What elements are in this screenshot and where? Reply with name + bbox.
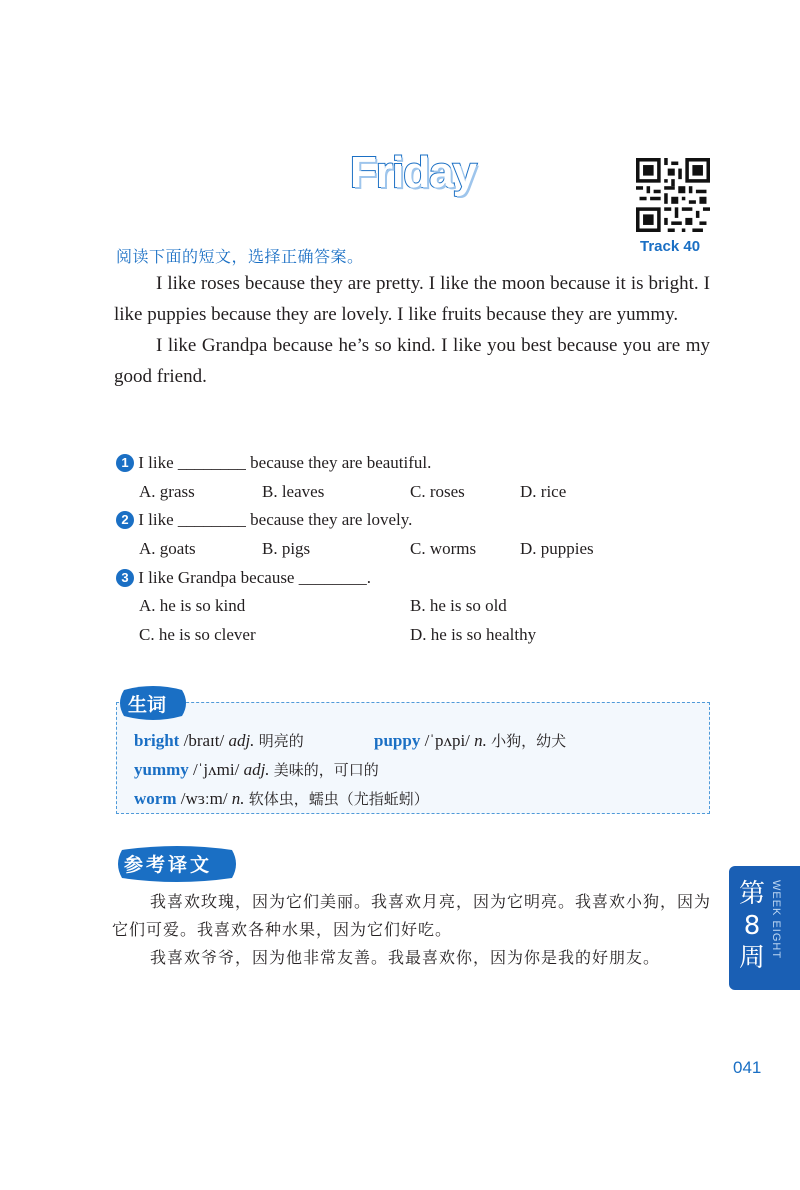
vocab-meaning: 小狗，幼犬 bbox=[491, 732, 567, 750]
question-text: I like ________ because they are lovely. bbox=[138, 510, 413, 529]
translation-paragraph: 我喜欢爷爷，因为他非常友善。我最喜欢你，因为你是我的好朋友。 bbox=[150, 948, 661, 967]
option-d[interactable]: D. he is so healthy bbox=[410, 625, 537, 644]
vocab-word: puppy bbox=[374, 731, 421, 750]
page-number: 041 bbox=[733, 1058, 762, 1077]
option-a[interactable]: A. he is so kind bbox=[139, 596, 246, 615]
track-label: Track 40 bbox=[640, 238, 701, 255]
option-b[interactable]: B. pigs bbox=[262, 539, 311, 558]
option-b[interactable]: B. leaves bbox=[262, 482, 325, 501]
vocab-pos: adj. bbox=[243, 760, 270, 779]
vocab-entry bbox=[374, 730, 566, 751]
week-label-en: WEEK EIGHT bbox=[770, 880, 782, 960]
vocab-phonetic: /ˈjʌmi/ bbox=[193, 760, 240, 779]
option-b[interactable]: B. he is so old bbox=[410, 596, 507, 615]
translation-paragraph: 我喜欢玫瑰，因为它们美丽。我喜欢月亮，因为它明亮。我喜欢小狗，因为它们可爱。我喜欢各种水果，因为它们好吃。 bbox=[112, 892, 712, 939]
vocab-pos: n. bbox=[474, 731, 487, 750]
option-a[interactable]: A. grass bbox=[139, 482, 195, 501]
vocab-entry bbox=[134, 788, 429, 809]
question-number-badge: 3 bbox=[116, 569, 134, 587]
question-number-badge: 1 bbox=[116, 454, 134, 472]
question-number-badge: 2 bbox=[116, 511, 134, 529]
vocab-word: worm bbox=[134, 789, 177, 808]
vocab-meaning: 软体虫，蠕虫（尤指蚯蚓） bbox=[248, 790, 429, 808]
question-text: I like Grandpa because ________. bbox=[138, 568, 371, 587]
vocab-word: bright bbox=[134, 731, 180, 750]
instruction: 阅读下面的短文，选择正确答案。 bbox=[116, 247, 364, 266]
vocab-entry bbox=[134, 730, 304, 751]
option-c[interactable]: C. worms bbox=[410, 539, 477, 558]
option-d[interactable]: D. puppies bbox=[520, 539, 594, 558]
vocab-phonetic: /braɪt/ bbox=[183, 731, 225, 750]
option-a[interactable]: A. goats bbox=[139, 539, 196, 558]
option-c[interactable]: C. he is so clever bbox=[139, 625, 256, 644]
option-d[interactable]: D. rice bbox=[520, 482, 567, 501]
question-text: I like ________ because they are beautiful. bbox=[138, 453, 432, 472]
vocab-pos: n. bbox=[231, 789, 245, 808]
question-2 bbox=[116, 510, 412, 530]
passage-paragraph: I like roses because they are pretty. I like the moon because it is bright. I like puppies because they are lovely. I like fruits because they are yummy. bbox=[114, 273, 710, 325]
question-1 bbox=[116, 453, 431, 473]
vocab-phonetic: /ˈpʌpi/ bbox=[424, 731, 470, 750]
reading-passage bbox=[114, 268, 710, 392]
option-c[interactable]: C. roses bbox=[410, 482, 465, 501]
vocab-meaning: 美味的，可口的 bbox=[273, 761, 379, 779]
vocab-phonetic: /wɜːm/ bbox=[180, 789, 228, 808]
vocab-meaning: 明亮的 bbox=[258, 732, 304, 750]
reference-translation bbox=[112, 888, 712, 972]
vocab-word: yummy bbox=[134, 760, 189, 779]
page-title: Friday bbox=[350, 148, 477, 197]
vocabulary-tag: 生词 bbox=[128, 694, 167, 716]
qr-code-icon[interactable] bbox=[636, 158, 710, 232]
week-label-cn: 第8周 bbox=[738, 879, 765, 973]
reference-tag: 参考译文 bbox=[124, 854, 213, 876]
vocab-entry bbox=[134, 759, 379, 780]
vocab-pos: adj. bbox=[228, 731, 255, 750]
question-3 bbox=[116, 568, 371, 588]
passage-paragraph: I like Grandpa because he’s so kind. I like you best because you are my good friend. bbox=[114, 335, 710, 387]
